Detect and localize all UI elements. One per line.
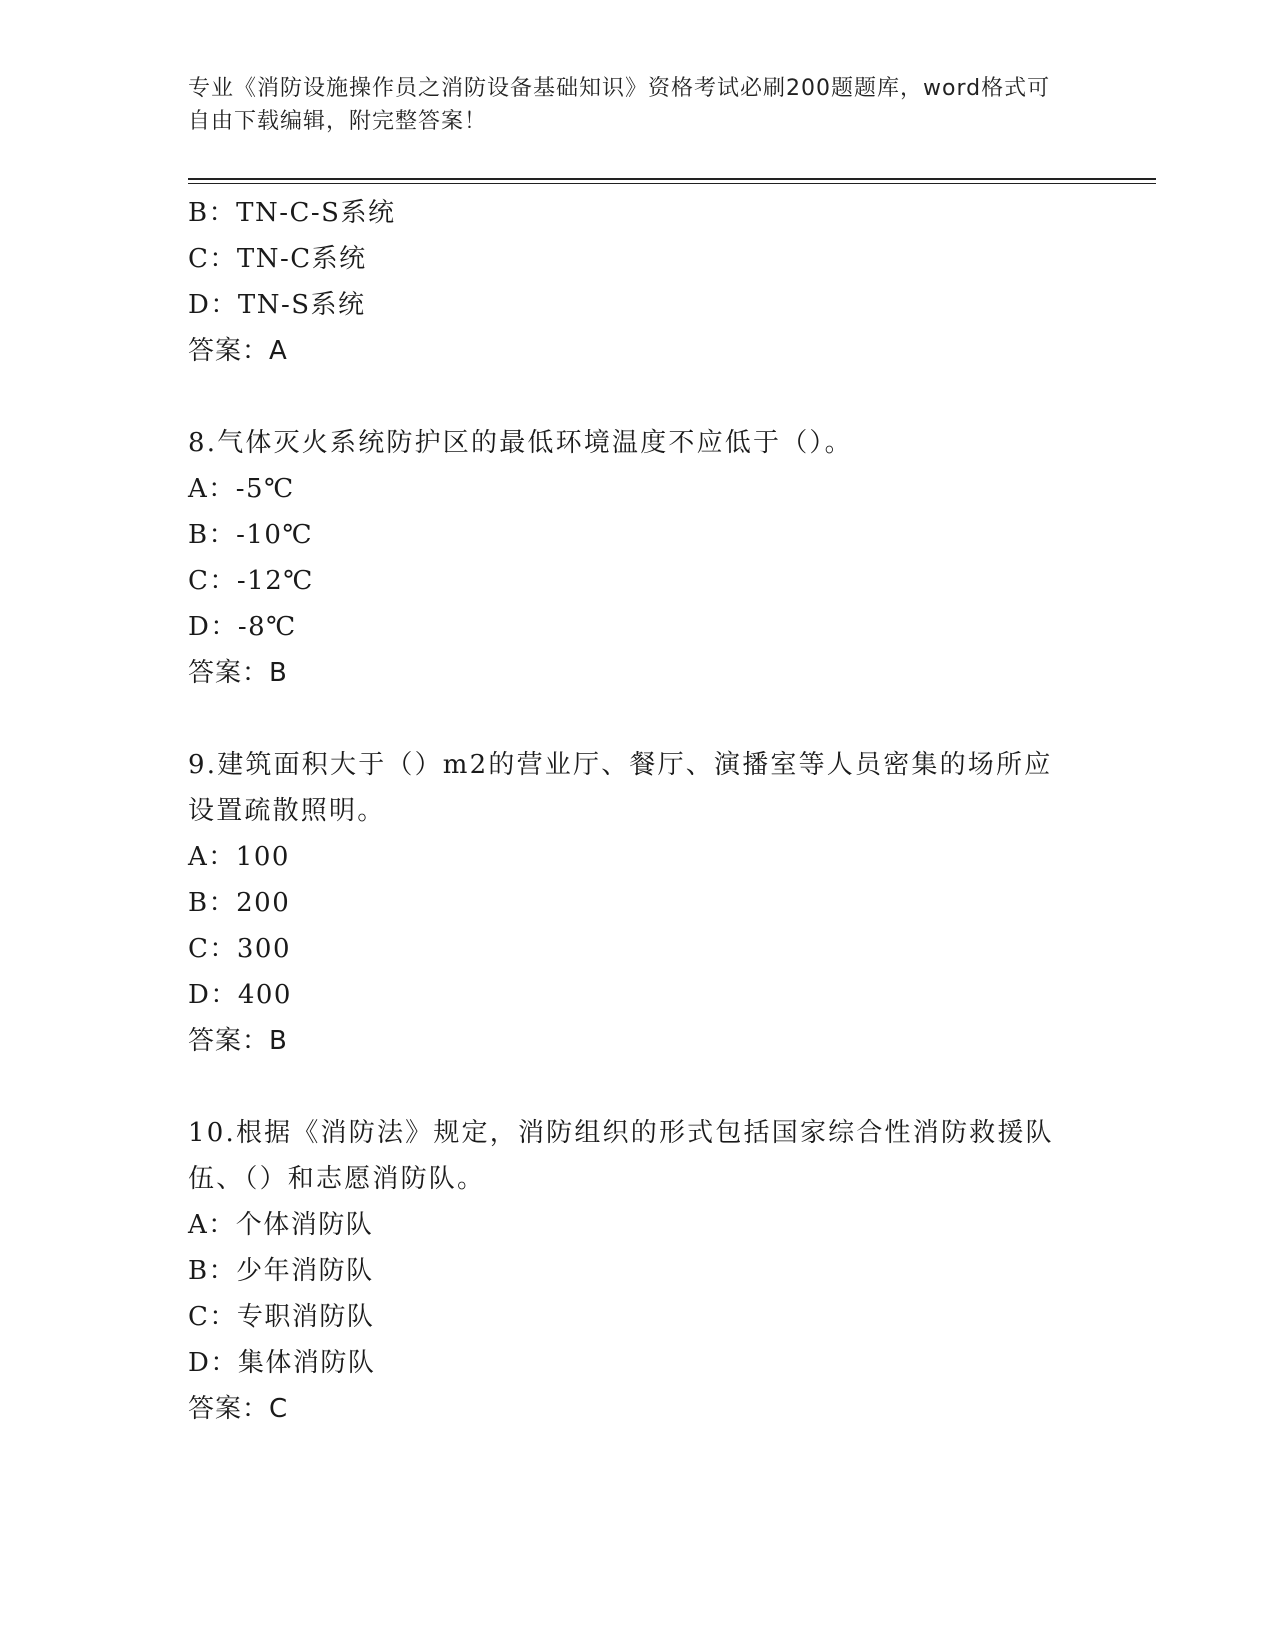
question-10	[188, 1110, 1088, 1432]
question-stem: 10.根据《消防法》规定，消防组织的形式包括国家综合性消防救援队伍、（）和志愿消防队。	[188, 1118, 1054, 1194]
option-d: D：-8℃	[188, 612, 297, 642]
answer-line: 答案：C	[188, 1394, 289, 1424]
question-stem: 8.气体灭火系统防护区的最低环境温度不应低于（）。	[188, 428, 853, 458]
question-8	[188, 420, 1088, 696]
answer-line: 答案：B	[188, 1026, 288, 1056]
answer-line: 答案：A	[188, 336, 288, 366]
option-c: C：300	[188, 934, 292, 964]
option-d: D：集体消防队	[188, 1348, 376, 1378]
option-b: B：少年消防队	[188, 1256, 374, 1286]
option-c: C：TN-C系统	[188, 244, 367, 274]
spacer	[188, 374, 1088, 420]
spacer	[188, 1064, 1088, 1110]
option-a: A：-5℃	[188, 474, 295, 504]
answer-line: 答案：B	[188, 658, 288, 688]
question-stem: 9.建筑面积大于（）m2的营业厅、餐厅、演播室等人员密集的场所应设置疏散照明。	[188, 750, 1053, 826]
document-header: 专业《消防设施操作员之消防设备基础知识》资格考试必刷200题题库，word格式可自由下载编辑，附完整答案！	[188, 76, 1051, 134]
option-d: D：400	[188, 980, 292, 1010]
option-a: A：100	[188, 842, 290, 872]
option-c: C：-12℃	[188, 566, 314, 596]
question-content	[188, 190, 1088, 1432]
option-b: B：TN-C-S系统	[188, 198, 396, 228]
option-c: C：专职消防队	[188, 1302, 375, 1332]
option-b: B：200	[188, 888, 291, 918]
header-divider-thin	[188, 183, 1156, 184]
spacer	[188, 696, 1088, 742]
option-d: D：TN-S系统	[188, 290, 366, 320]
carryover-question	[188, 190, 1088, 374]
option-b: B：-10℃	[188, 520, 314, 550]
option-a: A：个体消防队	[188, 1210, 374, 1240]
question-9	[188, 742, 1088, 1064]
header-divider-thick	[188, 178, 1156, 180]
